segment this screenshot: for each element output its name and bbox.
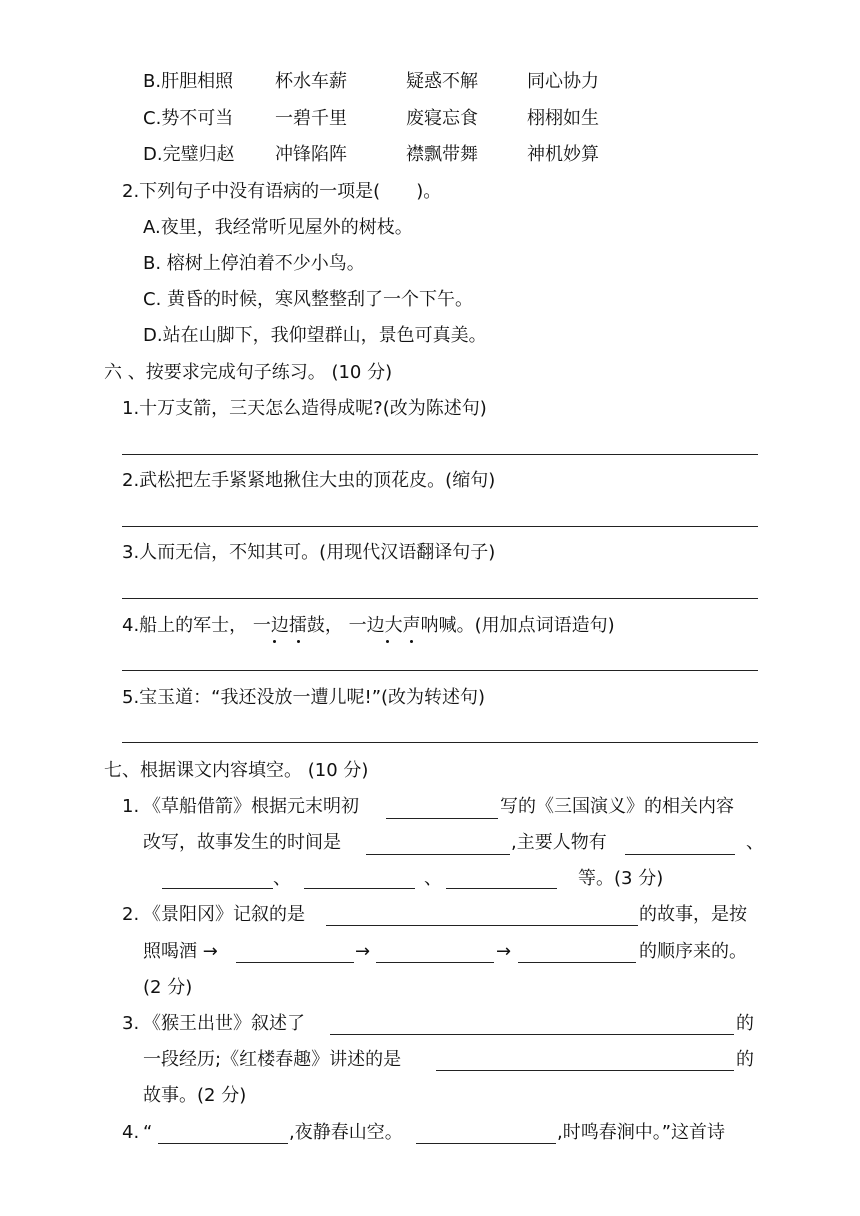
rewrite-item: 2.武松把左手紧紧地揪住大虫的顶花皮。(缩句)	[122, 470, 496, 491]
option-c-item: 废寝忘食	[406, 108, 478, 129]
fill-text: 、	[273, 868, 291, 889]
fill-blank[interactable]	[386, 818, 498, 819]
fill-blank[interactable]	[236, 962, 354, 963]
section-heading-7: 七、根据课文内容填空。 (10 分)	[104, 760, 369, 781]
option-b-item: 杯水车薪	[275, 71, 347, 92]
fill-text: 《草船借箭》根据元末明初	[143, 796, 359, 817]
fill-text: (2 分)	[143, 977, 193, 998]
fill-text: 写的《三国演义》的相关内容	[500, 796, 734, 817]
fill-blank[interactable]	[158, 1143, 288, 1144]
fill-text: 故事。(2 分)	[143, 1085, 247, 1106]
fill-blank[interactable]	[436, 1070, 734, 1071]
fill-text: ,时鸣春涧中。”这首诗	[557, 1122, 726, 1143]
fill-text: ,夜静春山空。	[289, 1122, 403, 1143]
option-b-item: 疑惑不解	[406, 71, 478, 92]
option-c-item: 栩栩如生	[527, 108, 599, 129]
rewrite-item: 3.人而无信，不知其可。(用现代汉语翻译句子)	[122, 542, 496, 563]
rewrite-item: 5.宝玉道：“我还没放一遭儿呢!”(改为转述句)	[122, 687, 486, 708]
fill-blank[interactable]	[330, 1034, 734, 1035]
question-stem: 2.下列句子中没有语病的一项是( )。	[122, 181, 442, 202]
fill-text: 等。(3 分)	[578, 868, 664, 889]
option-c: C. 黄昏的时候，寒风整整刮了一个下午。	[143, 289, 474, 310]
answer-line[interactable]	[122, 598, 758, 599]
emphasis-dot	[410, 640, 413, 643]
answer-line[interactable]	[122, 526, 758, 527]
rewrite-item: 1.十万支箭，三天怎么造得成呢?(改为陈述句)	[122, 398, 487, 419]
emphasis-dot	[297, 640, 300, 643]
fill-text: 《猴王出世》叙述了	[143, 1013, 305, 1034]
fill-blank[interactable]	[304, 888, 415, 889]
option-a: A.夜里，我经常听见屋外的树枝。	[143, 217, 413, 238]
fill-text: 《景阳冈》记叙的是	[143, 904, 305, 925]
question-number: 2.	[122, 904, 140, 925]
fill-text: ,主要人物有	[511, 832, 607, 853]
option-d: D.站在山脚下，我仰望群山，景色可真美。	[143, 325, 487, 346]
answer-line[interactable]	[122, 742, 758, 743]
option-b-item: 同心协力	[527, 71, 599, 92]
fill-text: 改写，故事发生的时间是	[143, 832, 341, 853]
fill-blank[interactable]	[446, 888, 557, 889]
section-heading-6: 六 、按要求完成句子练习。 (10 分)	[104, 362, 393, 383]
fill-text: →	[496, 941, 512, 962]
option-d-item: 襟飘带舞	[406, 144, 478, 165]
fill-text: 一段经历;《红楼春趣》讲述的是	[143, 1049, 402, 1070]
rewrite-item: 4.船上的军士， 一边擂鼓， 一边大声呐喊。(用加点词语造句)	[122, 615, 615, 636]
fill-blank[interactable]	[625, 854, 735, 855]
option-c-label: C.势不可当	[143, 108, 234, 129]
fill-text: 、	[746, 832, 764, 853]
fill-text: 照喝酒 →	[143, 941, 218, 962]
fill-text: 、	[424, 868, 442, 889]
fill-blank[interactable]	[376, 962, 494, 963]
fill-text: “	[143, 1122, 153, 1143]
option-b-label: B.肝胆相照	[143, 71, 234, 92]
fill-text: 的故事，是按	[639, 904, 747, 925]
emphasis-dot	[273, 640, 276, 643]
option-d-item: 冲锋陷阵	[275, 144, 347, 165]
fill-text: 的	[736, 1049, 754, 1070]
option-d-label: D.完璧归赵	[143, 144, 235, 165]
emphasis-dot	[386, 640, 389, 643]
option-b: B. 榕树上停泊着不少小鸟。	[143, 253, 365, 274]
option-c-item: 一碧千里	[275, 108, 347, 129]
option-d-item: 神机妙算	[527, 144, 599, 165]
fill-text: →	[355, 941, 371, 962]
fill-blank[interactable]	[518, 962, 636, 963]
fill-text: 的	[736, 1013, 754, 1034]
question-number: 3.	[122, 1013, 140, 1034]
fill-blank[interactable]	[416, 1143, 556, 1144]
fill-text: 的顺序来的。	[639, 941, 747, 962]
answer-line[interactable]	[122, 670, 758, 671]
answer-line[interactable]	[122, 454, 758, 455]
question-number: 1.	[122, 796, 140, 817]
fill-blank[interactable]	[326, 925, 638, 926]
question-number: 4.	[122, 1122, 140, 1143]
fill-blank[interactable]	[162, 888, 273, 889]
fill-blank[interactable]	[366, 854, 510, 855]
